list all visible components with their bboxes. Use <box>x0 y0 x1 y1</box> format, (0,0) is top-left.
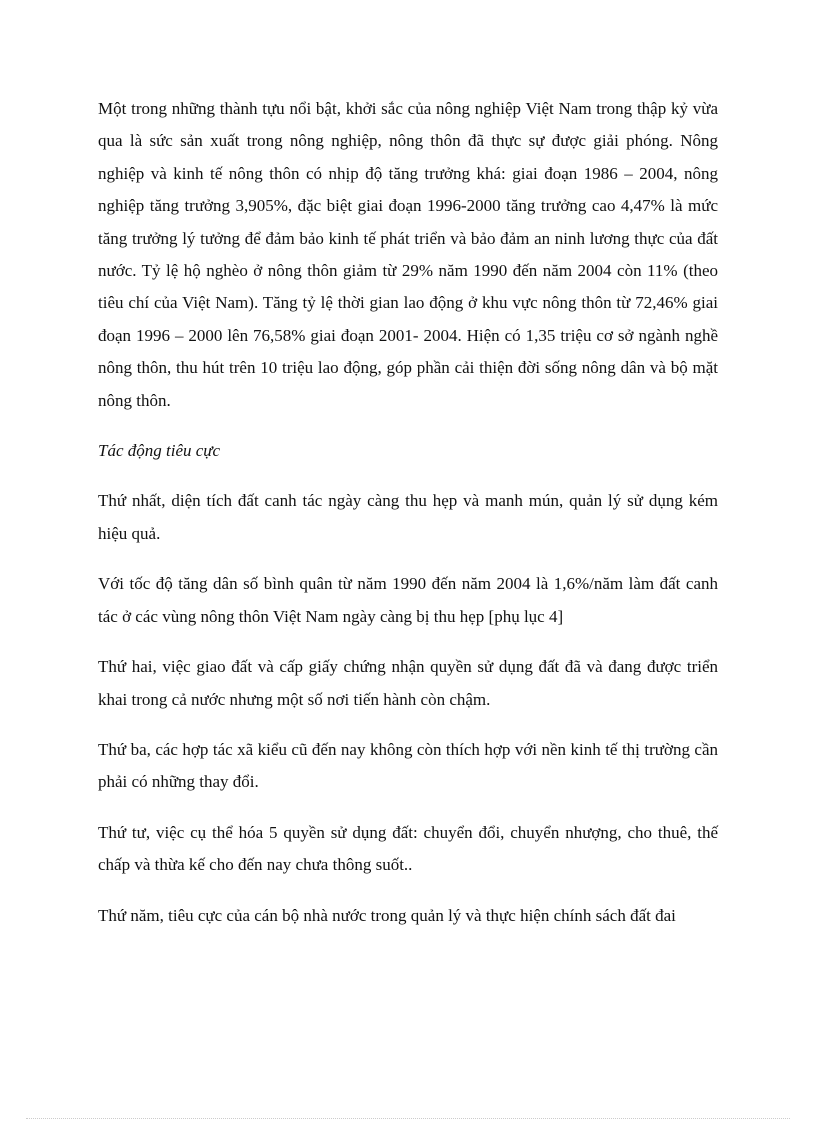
paragraph-population-growth: Với tốc độ tăng dân số bình quân từ năm 1990 đến năm 2004 là 1,6%/năm làm đất canh tác ở các vùng nông thôn Việt Nam ngày càng bị thu hẹp [phụ lục 4] <box>98 574 718 626</box>
page-bottom-divider <box>26 1118 790 1119</box>
paragraph-second-point: Thứ hai, việc giao đất và cấp giấy chứng nhận quyền sử dụng đất đã và đang được triển khai trong cả nước nhưng một số nơi tiến hành còn chậm. <box>98 657 718 709</box>
paragraph-fifth-point: Thứ năm, tiêu cực của cán bộ nhà nước trong quản lý và thực hiện chính sách đất đai <box>98 905 676 925</box>
section-heading-negative-impacts: Tác động tiêu cực <box>98 441 221 461</box>
document-page <box>98 93 718 950</box>
paragraph-fourth-point: Thứ tư, việc cụ thể hóa 5 quyền sử dụng đất: chuyển đổi, chuyển nhượng, cho thuê, thế chấp và thừa kế cho đến nay chưa thông suốt.. <box>98 822 718 875</box>
paragraph-third-point: Thứ ba, các hợp tác xã kiểu cũ đến nay không còn thích hợp với nền kinh tế thị trường cần phải có những thay đổi. <box>98 739 718 792</box>
paragraph-achievements: Một trong những thành tựu nổi bật, khởi sắc của nông nghiệp Việt Nam trong thập kỷ vừa qua là sức sản xuất trong nông nghiệp, nông thôn đã thực sự được giải phóng. Nông nghiệp và kinh tế nông thôn có nhịp độ tăng trưởng khá: giai đoạn 1986 – 2004, nông nghiệp tăng trưởng 3,905%, đặc biệt giai đoạn 1996-2000 tăng trưởng cao 4,47% là mức tăng trưởng lý tưởng để đảm bảo kinh tế phát triển và bảo đảm an ninh lương thực của đất nước. Tỷ lệ hộ nghèo ở nông thôn giảm từ 29% năm 1990 đến năm 2004 còn 11% (theo tiêu chí của Việt Nam). Tăng tỷ lệ thời gian lao động ở khu vực nông thôn từ 72,46% giai đoạn 1996 – 2000 lên 76,58% giai đoạn 2001- 2004. Hiện có 1,35 triệu cơ sở ngành nghề nông thôn, thu hút trên 10 triệu lao động, góp phần cải thiện đời sống nông dân và bộ mặt nông thôn. <box>98 99 718 410</box>
paragraph-first-point: Thứ nhất, diện tích đất canh tác ngày càng thu hẹp và manh mún, quản lý sử dụng kém hiệu quả. <box>98 491 718 543</box>
